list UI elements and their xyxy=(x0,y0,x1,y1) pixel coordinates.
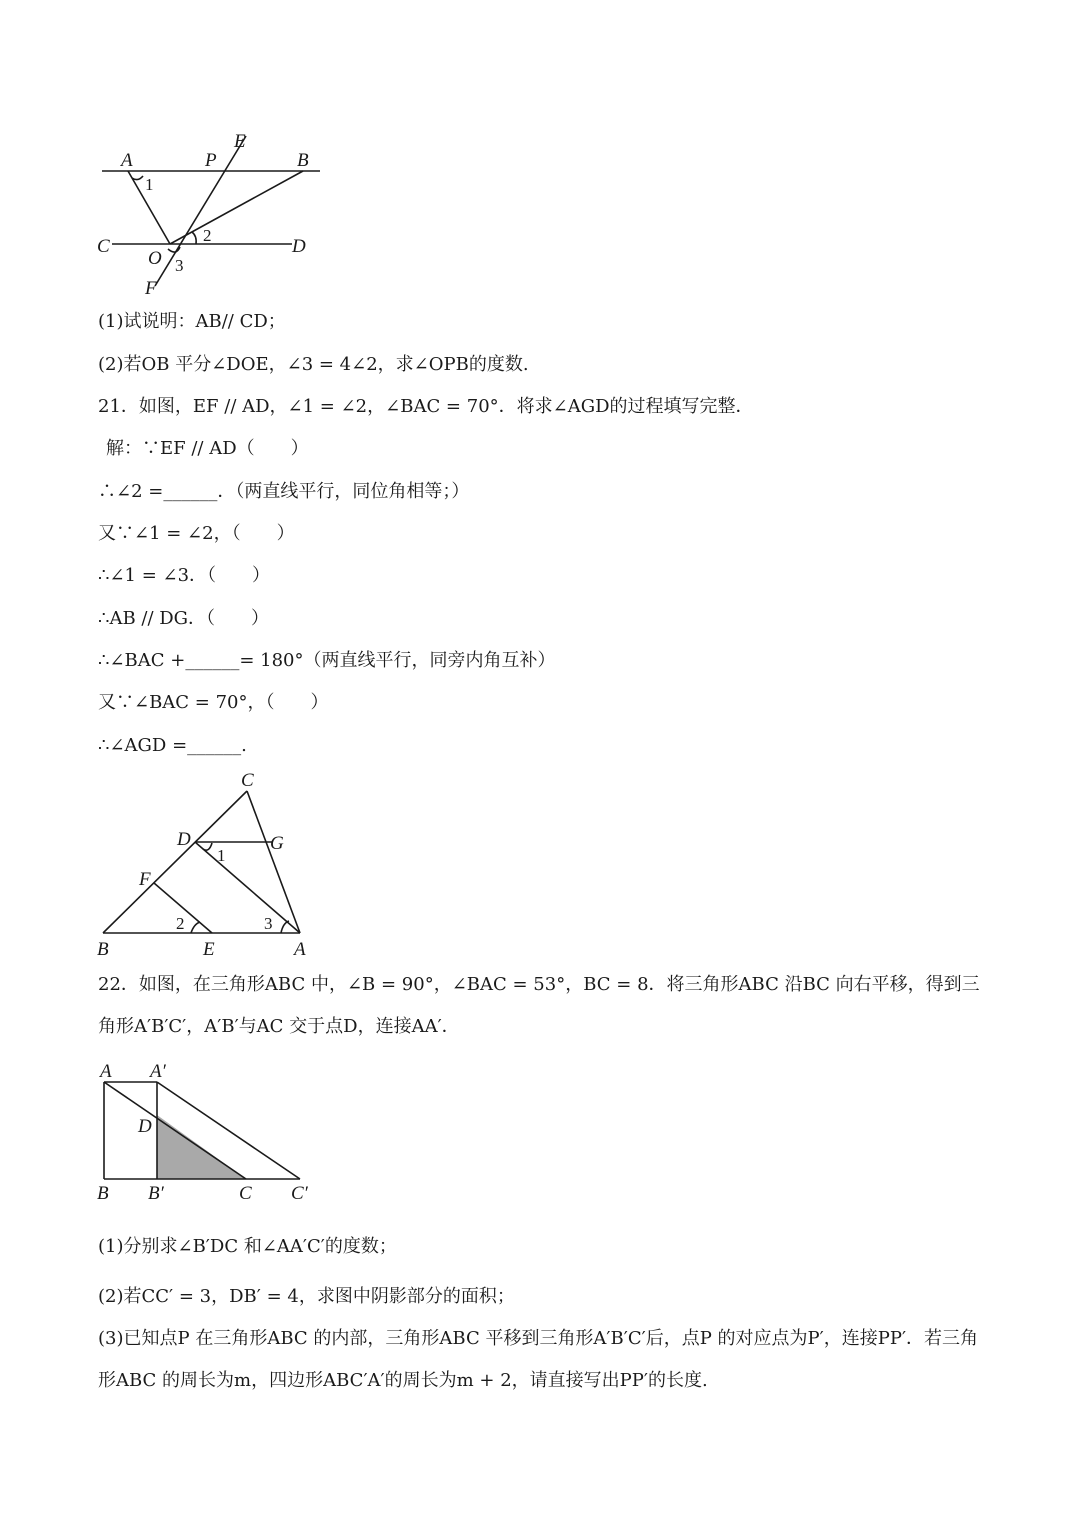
figure-q20 xyxy=(90,128,340,300)
label-angle-1: 1 xyxy=(145,175,154,194)
q21-step8: ∴∠AGD =______. xyxy=(98,735,247,756)
q21-title: 21．如图，EF // AD，∠1 = ∠2，∠BAC = 70°．将求∠AGD的过程填写完整． xyxy=(98,396,754,417)
q21-step4: ∴∠1 = ∠3．（ ） xyxy=(98,565,271,586)
label-f: F xyxy=(139,869,151,890)
label-e: E xyxy=(203,939,215,960)
label-a: A xyxy=(100,1061,112,1082)
label-angle-3: 3 xyxy=(175,256,184,275)
q22-part2: (2)若CC′ = 3，DB′ = 4，求图中阴影部分的面积； xyxy=(98,1286,515,1307)
label-g: G xyxy=(270,833,284,854)
line-da xyxy=(195,842,300,933)
label-d: D xyxy=(292,236,306,257)
label-angle-1: 1 xyxy=(217,846,226,865)
q20-part2: (2)若OB 平分∠DOE，∠3 = 4∠2，求∠OPB的度数. xyxy=(98,354,529,375)
label-c: C xyxy=(241,770,254,791)
q22-part1: (1)分别求∠B′DC 和∠AA′C′的度数； xyxy=(98,1236,397,1257)
label-b-prime: B′ xyxy=(148,1183,164,1204)
q20-part1: (1)试说明：AB// CD； xyxy=(98,311,286,332)
label-c-prime: C′ xyxy=(291,1183,308,1204)
label-d: D xyxy=(138,1116,152,1137)
label-a: A xyxy=(294,939,306,960)
label-a-prime: A′ xyxy=(150,1061,166,1082)
q22-part3: (3)已知点P 在三角形ABC 的内部，三角形ABC 平移到三角形A′B′C′后，点P 的对应点为P′，连接PP′．若三角形ABC 的周长为m，四边形ABC′A′的周长为m + 2，请直接写出PP′的长度. xyxy=(98,1328,979,1391)
angle-1-arc xyxy=(132,176,143,180)
label-e: E xyxy=(234,131,246,152)
q21-step5: ∴AB // DG．（ ） xyxy=(98,608,270,629)
q21-step2: ∴∠2 =______．（两直线平行，同位角相等；） xyxy=(98,481,470,502)
label-angle-2: 2 xyxy=(203,226,212,245)
q22-intro: 22．如图，在三角形ABC 中，∠B = 90°，∠BAC = 53°，BC = 8．将三角形ABC 沿BC 向右平移，得到三角形A′B′C′，A′B′与AC 交于点D，连接AA′． xyxy=(98,974,980,1037)
figure-q21 xyxy=(90,765,320,963)
q21-step3: 又∵∠1 = ∠2，（ ） xyxy=(98,523,295,544)
label-angle-2: 2 xyxy=(176,914,185,933)
label-c: C xyxy=(97,236,110,257)
angle-1-arc xyxy=(203,843,212,850)
q21-step1: 解：∵EF // AD（ ） xyxy=(106,438,309,459)
label-b: B xyxy=(297,150,309,171)
label-d: D xyxy=(177,829,191,850)
label-f: F xyxy=(145,278,157,299)
angle-2-arc xyxy=(192,232,196,244)
label-o: O xyxy=(148,248,162,269)
label-a: A xyxy=(121,150,133,171)
label-b: B xyxy=(97,1183,109,1204)
q21-step7: 又∵∠BAC = 70°，（ ） xyxy=(98,692,329,713)
line-ef xyxy=(155,136,246,286)
line-ob xyxy=(170,171,303,244)
label-b: B xyxy=(97,939,109,960)
angle-2-arc xyxy=(191,922,200,933)
label-p: P xyxy=(205,150,217,171)
figure-q22 xyxy=(90,1058,320,1206)
label-c: C xyxy=(239,1183,252,1204)
q21-step6: ∴∠BAC +______= 180°（两直线平行，同旁内角互补） xyxy=(98,650,556,671)
line-ca xyxy=(247,791,300,933)
label-angle-3: 3 xyxy=(264,914,273,933)
